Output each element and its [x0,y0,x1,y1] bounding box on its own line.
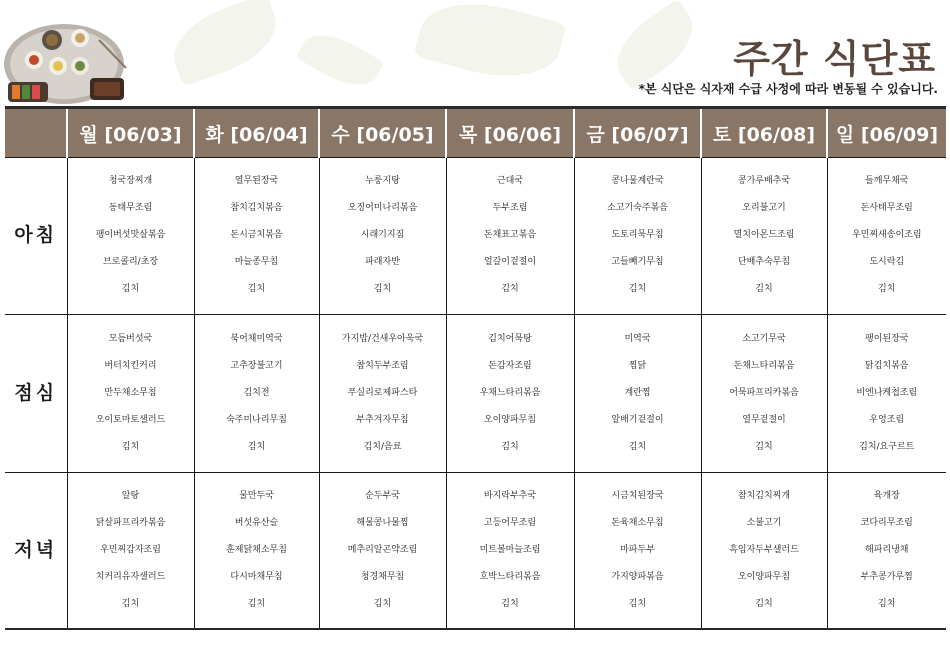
dish-item: 알탕 [121,490,140,501]
dish-item: 오이토마토샐러드 [95,414,166,425]
menu-cell [67,314,194,472]
dish-item: 가지밥/건새우아욱국 [341,333,424,344]
page-header [0,0,950,104]
menu-cell [827,158,946,315]
dish-item: 김치/음료 [363,441,402,452]
dish-item: 도토리묵무침 [611,230,664,241]
menu-cell [319,472,446,629]
dish-item: 가지양파볶음 [611,571,664,582]
dish-item: 청국장찌개 [108,176,153,187]
day-header: 월 [06/03] [67,108,194,158]
dish-item: 김치 [878,284,896,295]
dish-item: 김치 [373,284,392,295]
dish-item: 김치 [628,598,647,609]
dish-item: 김치 [755,284,773,295]
dish-item: 모듬버섯국 [108,333,153,344]
dish-item: 김치 [755,441,773,452]
dish-item: 청경채무침 [360,571,405,582]
dish-item: 호박느타리볶음 [479,571,541,582]
dish-item: 북어채미역국 [230,333,283,344]
menu-cell [67,472,194,629]
dish-item: 찜닭 [628,360,647,371]
dish-item: 숙주미나리무침 [226,414,287,425]
dish-item: 돈감자조림 [488,360,532,371]
dish-item: 오이양파무침 [737,571,791,582]
dish-item: 김치어묵탕 [488,333,532,344]
dish-item: 우엉조림 [869,414,905,425]
dish-item: 돈사태무조림 [860,203,913,214]
menu-change-notice: *본 식단은 식자재 수급 사정에 따라 변동될 수 있습니다. [638,82,938,96]
menu-cell [319,158,446,315]
menu-cell [67,158,194,315]
meal-label: 저녁 [5,472,67,629]
dish-item: 물만두국 [239,490,274,501]
dish-item: 흑임자두부샐러드 [729,544,799,555]
dish-item: 육개장 [873,490,900,501]
dish-item: 김치 [501,598,519,609]
dish-item: 부추겨자무침 [356,414,409,425]
menu-cell [701,314,827,472]
dish-item: 참치두부조림 [356,360,409,371]
dish-item: 해파리냉채 [865,544,909,555]
dish-item: 소불고기 [746,517,782,528]
dish-item: 김치 [247,598,266,609]
dish-item: 돈시금치볶음 [230,230,283,241]
menu-cell [194,158,319,315]
dish-item: 근대국 [496,176,524,187]
dish-item: 바지락부추국 [483,490,537,501]
dish-item: 김치 [373,598,392,609]
menu-cell [827,314,946,472]
dish-item: 시금치된장국 [611,490,664,501]
dish-item: 콩나물계란국 [611,176,664,187]
dish-item: 김치 [501,284,519,295]
dish-item: 메추리알곤약조림 [347,544,418,555]
dish-item: 마늘종무침 [234,257,279,268]
dish-item: 오징어미나리볶음 [347,203,418,214]
dish-item: 참치김치찌개 [737,490,791,501]
dish-item: 돈채느타리볶음 [733,360,795,371]
dish-item: 단배추숙무침 [737,257,791,268]
dish-item: 부추콩가루찜 [860,571,913,582]
day-header: 일 [06/09] [827,108,946,158]
meal-row [5,472,946,629]
dish-item: 치커리유자샐러드 [95,571,166,582]
dish-item: 참치김치볶음 [230,203,283,214]
dish-item: 미역국 [624,333,651,344]
dish-item: 소고기무국 [742,333,786,344]
dish-item: 코다리무조림 [860,517,913,528]
day-header: 금 [06/07] [574,108,701,158]
menu-cell [194,472,319,629]
meal-label: 아침 [5,158,67,315]
dish-item: 해물콩나물찜 [356,517,409,528]
dish-item: 열무된장국 [234,176,279,187]
day-header: 토 [06/08] [701,108,827,158]
menu-cell [574,158,701,315]
dish-item: 우채느타리볶음 [479,387,541,398]
dish-item: 훈제닭채소무침 [226,544,287,555]
dish-item: 닭김치볶음 [865,360,909,371]
dish-item: 김치/요구르트 [859,441,915,452]
dish-item: 순두부국 [365,490,400,501]
dish-item: 김치 [878,598,896,609]
dish-item: 김치 [755,598,773,609]
menu-cell [446,472,574,629]
menu-cell [194,314,319,472]
dish-item: 열무겉절이 [742,414,786,425]
dish-item: 김치 [628,284,647,295]
dish-item: 도시락김 [869,257,905,268]
dish-item: 소고기숙주볶음 [607,203,668,214]
menu-cell [574,314,701,472]
dish-item: 김치 [501,441,519,452]
dish-item: 팽이된장국 [865,333,909,344]
page-title: 주간 식단표 [733,37,936,81]
day-header: 수 [06/05] [319,108,446,158]
dish-item: 고들빼기무침 [611,257,664,268]
day-header: 화 [06/04] [194,108,319,158]
day-header: 목 [06/06] [446,108,574,158]
meal-row [5,314,946,472]
dish-item: 김치 [121,441,140,452]
dish-item: 버터치킨커리 [104,360,157,371]
menu-cell [827,472,946,629]
meal-label: 점심 [5,314,67,472]
dish-item: 계란찜 [624,387,651,398]
korean-meal-image [4,20,130,106]
menu-cell [319,314,446,472]
dish-item: 팽이버섯맛살볶음 [95,230,166,241]
dish-item: 알배기겉절이 [611,414,664,425]
dish-item: 김치 [121,284,140,295]
dish-item: 파래자반 [365,257,400,268]
menu-cell [701,472,827,629]
dish-item: 우민찌감자조림 [100,544,161,555]
dish-item: 어묵파프리카볶음 [729,387,799,398]
dish-item: 김치 [247,284,266,295]
dish-item: 오이양파무침 [483,414,537,425]
dish-item: 만두채소무침 [104,387,157,398]
weekly-menu-table [5,106,946,630]
corner-cell [5,108,67,158]
dish-item: 시래기지짐 [360,230,405,241]
dish-item: 동태무조림 [108,203,153,214]
dish-item: 버섯유산슬 [234,517,279,528]
dish-item: 푸실리로제파스타 [347,387,418,398]
dish-item: 돈채표고볶음 [483,230,537,241]
dish-item: 들깨무채국 [865,176,909,187]
dish-item: 다시마채무침 [230,571,283,582]
menu-cell [446,314,574,472]
dish-item: 멸치아몬드조림 [733,230,795,241]
dish-item: 우민찌새송이조림 [851,230,922,241]
menu-cell [446,158,574,315]
dish-item: 돈육채소무침 [611,517,664,528]
dish-item: 닭살파프리카볶음 [95,517,166,528]
dish-item: 얼갈이겉절이 [483,257,537,268]
dish-item: 고추장불고기 [230,360,283,371]
dish-item: 누룽지탕 [365,176,400,187]
dish-item: 김치전 [243,387,270,398]
dish-item: 미트볼마늘조림 [479,544,541,555]
menu-cell [574,472,701,629]
dish-item: 김치 [247,441,266,452]
dish-item: 브로콜리/초장 [102,257,159,268]
dish-item: 두부조림 [492,203,528,214]
dish-item: 비엔나케첩조림 [856,387,918,398]
day-header-row [5,108,946,158]
meal-row [5,158,946,315]
menu-cell [701,158,827,315]
dish-item: 고등어무조림 [483,517,537,528]
dish-item: 오리불고기 [742,203,786,214]
dish-item: 마파두부 [620,544,655,555]
dish-item: 콩가루배추국 [737,176,791,187]
dish-item: 김치 [121,598,140,609]
dish-item: 김치 [628,441,647,452]
